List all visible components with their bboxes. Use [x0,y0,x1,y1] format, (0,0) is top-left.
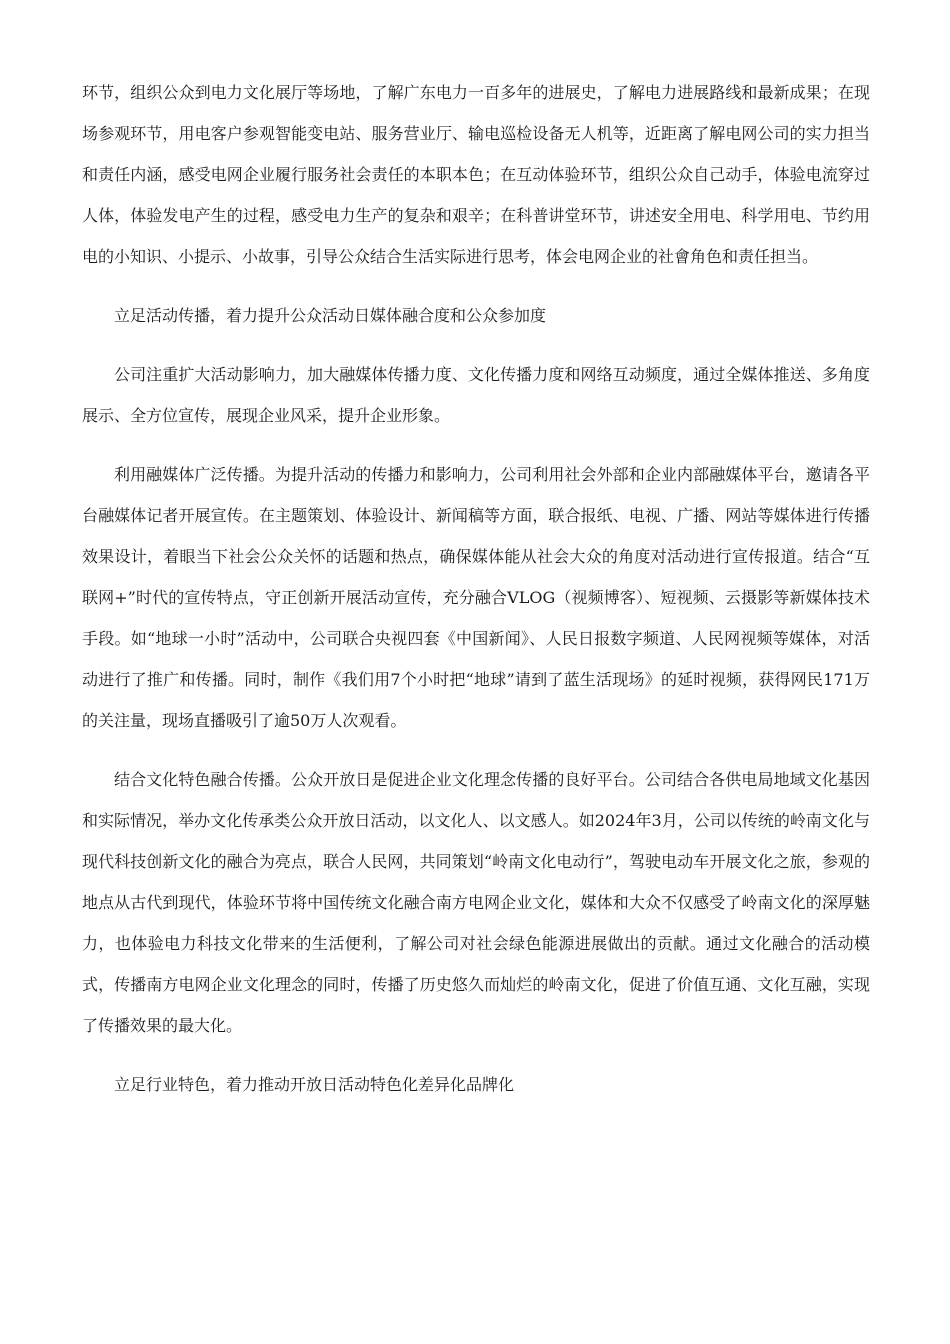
paragraph-media-intro: 公司注重扩大活动影响力，加大融媒体传播力度、文化传播力度和网络互动频度，通过全媒体推送、多角度展示、全方位宣传，展现企业风采，提升企业形象。 [82,365,870,425]
document-page [82,72,870,1123]
section-heading-industry: 立足行业特色，着力推动开放日活动特色化差异化品牌化 [114,1075,515,1094]
paragraph-culture-spread: 结合文化特色融合传播。公众开放日是促进企业文化理念传播的良好平台。公司结合各供电局地域文化基因和实际情况，举办文化传承类公众开放日活动，以文化人、以文感人。如2024年3月，公司以传统的岭南文化与现代科技创新文化的融合为亮点，联合人民网，共同策划“岭南文化电动行”，驾驶电动车开展文化之旅，参观的地点从古代到现代，体验环节将中国传统文化融合南方电网企业文化，媒体和大众不仅感受了岭南文化的深厚魅力，也体验电力科技文化带来的生活便利，了解公司对社会绿色能源进展做出的贡献。通过文化融合的活动模式，传播南方电网企业文化理念的同时，传播了历史悠久而灿烂的岭南文化，促进了价值互通、文化互融，实现了传播效果的最大化。 [82,770,870,1035]
section-heading-media: 立足活动传播，着力提升公众活动日媒体融合度和公众参加度 [114,306,547,325]
paragraph-continuation: 环节，组织公众到电力文化展厅等场地，了解广东电力一百多年的进展史，了解电力进展路线和最新成果；在现场参观环节，用电客户参观智能变电站、服务营业厅、输电巡检设备无人机等，近距离了解电网公司的实力担当和责任内涵，感受电网企业履行服务社会责任的本职本色；在互动体验环节，组织公众自己动手，体验电流穿过人体，体验发电产生的过程，感受电力生产的复杂和艰辛；在科普讲堂环节，讲述安全用电、科学用电、节约用电的小知识、小提示、小故事，引导公众结合生活实际进行思考，体会电网企业的社會角色和责任担当。 [82,83,870,266]
paragraph-media-spread: 利用融媒体广泛传播。为提升活动的传播力和影响力，公司利用社会外部和企业内部融媒体平台，邀请各平台融媒体记者开展宣传。在主题策划、体验设计、新闻稿等方面，联合报纸、电视、广播、网站等媒体进行传播效果设计，着眼当下社会公众关怀的话题和热点，确保媒体能从社会大众的角度对活动进行宣传报道。结合“互联网+”时代的宣传特点，守正创新开展活动宣传，充分融合VLOG（视频博客）、短视频、云摄影等新媒体技术手段。如“地球一小时”活动中，公司联合央视四套《中国新闻》、人民日报数字频道、人民网视频等媒体，对活动进行了推广和传播。同时，制作《我们用7个小时把“地球”请到了蓝生活现场》的延时视频，获得网民171万的关注量，现场直播吸引了逾50万人次观看。 [82,465,870,730]
